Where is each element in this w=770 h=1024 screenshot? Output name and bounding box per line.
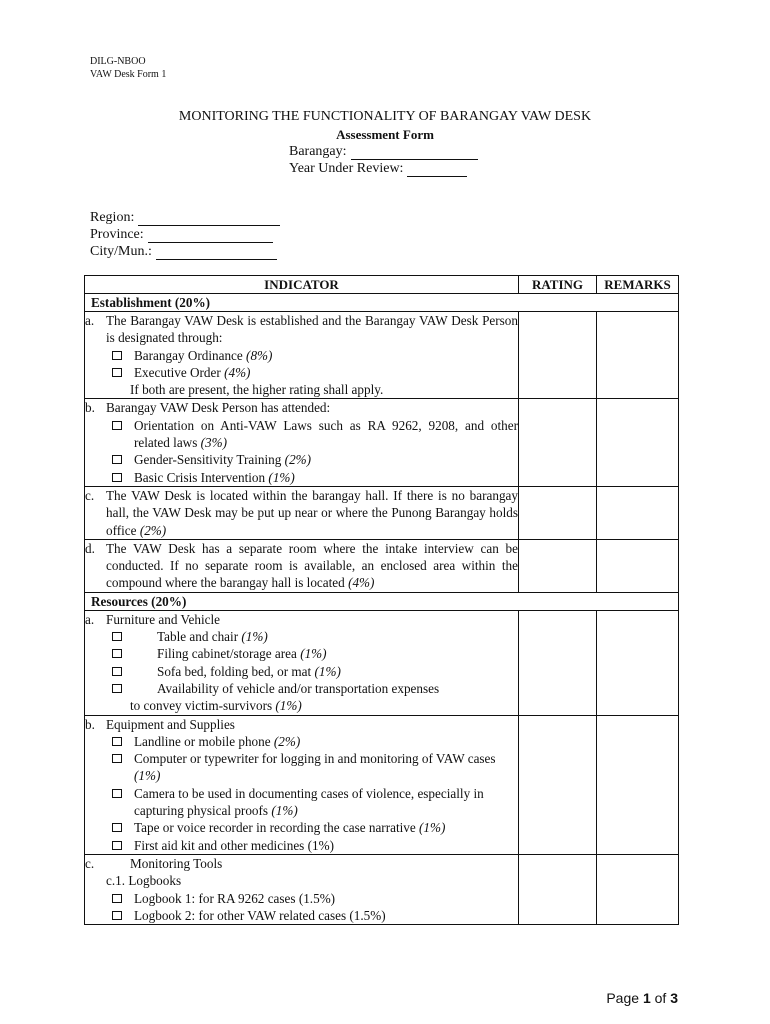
option-weight: (2%) xyxy=(273,733,301,749)
checkbox-icon[interactable] xyxy=(112,823,122,832)
header-rating: RATING xyxy=(519,276,597,294)
rating-cell[interactable] xyxy=(519,539,597,592)
option-text: Orientation on Anti-VAW Laws such as RA 9262, 9208, and other related laws xyxy=(134,417,518,451)
checkbox-icon[interactable] xyxy=(112,649,122,658)
page-of: of xyxy=(654,990,667,1006)
checkbox-icon[interactable] xyxy=(112,632,122,641)
remarks-cell[interactable] xyxy=(597,399,679,486)
item-label: c. xyxy=(85,487,95,503)
option-text: Camera to be used in documenting cases of violence, especially in capturing physical proofs xyxy=(134,785,484,819)
rating-cell[interactable] xyxy=(519,854,597,924)
table-header-row xyxy=(85,276,679,294)
header-remarks: REMARKS xyxy=(597,276,679,294)
indicator-est-c xyxy=(85,486,519,539)
option-weight: (4%) xyxy=(224,364,251,380)
item-text: The Barangay VAW Desk is established and the Barangay VAW Desk Person is designated through: xyxy=(106,313,518,346)
barangay-field[interactable] xyxy=(289,144,478,160)
option-text: Filing cabinet/storage area xyxy=(157,646,297,662)
option-text: Logbook 1: for RA 9262 cases (1.5%) xyxy=(134,890,336,906)
rating-cell[interactable] xyxy=(519,486,597,539)
option-weight: (1%) xyxy=(275,698,302,714)
indicator-est-b xyxy=(85,399,519,486)
assessment-table xyxy=(84,275,679,925)
option-text: Table and chair xyxy=(157,629,239,645)
option-weight: (1%) xyxy=(268,469,295,485)
city-blank[interactable] xyxy=(156,258,277,260)
option-weight: (8%) xyxy=(246,347,273,363)
item-weight: (2%) xyxy=(139,522,167,538)
option-weight: (1%) xyxy=(134,768,161,784)
region-field[interactable] xyxy=(90,210,280,226)
table-row xyxy=(85,312,679,399)
table-row xyxy=(85,486,679,539)
remarks-cell[interactable] xyxy=(597,312,679,399)
page-number xyxy=(606,990,678,1006)
barangay-blank[interactable] xyxy=(351,158,478,160)
option-weight: (1%) xyxy=(271,803,298,819)
option-weight: (1%) xyxy=(241,629,268,645)
remarks-cell[interactable] xyxy=(597,539,679,592)
checkbox-icon[interactable] xyxy=(112,789,122,798)
item-text: Barangay VAW Desk Person has attended: xyxy=(106,400,331,416)
city-field[interactable] xyxy=(90,244,277,260)
item-label: d. xyxy=(85,540,95,556)
table-row xyxy=(85,399,679,486)
checkbox-icon[interactable] xyxy=(112,421,122,430)
page-current: 1 xyxy=(642,990,651,1006)
document-title: MONITORING THE FUNCTIONALITY OF BARANGAY VAW DESK xyxy=(178,109,592,124)
option-text: Basic Crisis Intervention xyxy=(134,469,266,485)
item-weight: (4%) xyxy=(348,575,375,591)
year-blank[interactable] xyxy=(407,175,467,177)
checkbox-icon[interactable] xyxy=(112,894,122,903)
option-text: Landline or mobile phone xyxy=(134,733,271,749)
province-field[interactable] xyxy=(90,227,273,243)
option-text: Computer or typewriter for logging in and monitoring of VAW cases xyxy=(134,751,496,767)
city-label: City/Mun.: xyxy=(90,244,152,259)
checkbox-icon[interactable] xyxy=(112,473,122,482)
checkbox-icon[interactable] xyxy=(112,684,122,693)
checkbox-icon[interactable] xyxy=(112,737,122,746)
checkbox-icon[interactable] xyxy=(112,754,122,763)
form-name: VAW Desk Form 1 xyxy=(90,69,167,80)
option-weight: (2%) xyxy=(284,452,312,468)
option-text: Executive Order xyxy=(134,364,221,380)
document-subtitle: Assessment Form xyxy=(336,127,434,142)
checkbox-icon[interactable] xyxy=(112,911,122,920)
checkbox-icon[interactable] xyxy=(112,368,122,377)
checkbox-icon[interactable] xyxy=(112,351,122,360)
rating-cell[interactable] xyxy=(519,610,597,715)
option-text-cont: to convey victim-survivors xyxy=(130,698,273,714)
item-text: Furniture and Vehicle xyxy=(106,611,221,627)
option-weight: (3%) xyxy=(200,435,228,451)
option-text: Logbook 2: for other VAW related cases (1.5%) xyxy=(134,907,386,923)
option-weight: (1%) xyxy=(300,646,327,662)
remarks-cell[interactable] xyxy=(597,486,679,539)
option-weight: (1%) xyxy=(314,663,341,679)
item-text: The VAW Desk has a separate room where the intake interview can be conducted. If no separate room is available, an enclosed area within the compound where the barangay hall is located xyxy=(106,540,518,591)
option-text: Availability of vehicle and/or transportation expenses xyxy=(157,680,440,696)
item-label: b. xyxy=(85,400,95,416)
page-label: Page xyxy=(606,990,640,1006)
table-row xyxy=(85,610,679,715)
page-total: 3 xyxy=(670,990,678,1006)
barangay-label: Barangay: xyxy=(289,144,347,159)
year-field[interactable] xyxy=(289,161,467,177)
header-indicator: INDICATOR xyxy=(85,276,519,294)
section-resources: Resources (20%) xyxy=(85,592,679,610)
checkbox-icon[interactable] xyxy=(112,841,122,850)
checkbox-icon[interactable] xyxy=(112,455,122,464)
item-label: b. xyxy=(85,716,95,732)
option-text: Gender-Sensitivity Training xyxy=(134,452,282,468)
remarks-cell[interactable] xyxy=(597,610,679,715)
region-blank[interactable] xyxy=(138,224,280,226)
indicator-res-b xyxy=(85,715,519,854)
table-row xyxy=(85,539,679,592)
option-text: First aid kit and other medicines (1%) xyxy=(134,837,334,853)
table-row xyxy=(85,715,679,854)
item-label: a. xyxy=(85,611,95,627)
checkbox-icon[interactable] xyxy=(112,667,122,676)
section-row xyxy=(85,294,679,312)
indicator-est-d xyxy=(85,539,519,592)
option-text: Barangay Ordinance xyxy=(134,347,243,363)
option-weight: (1%) xyxy=(419,820,446,836)
agency-code: DILG-NBOO xyxy=(90,56,146,67)
form-code xyxy=(90,55,166,81)
indicator-est-a xyxy=(85,312,519,399)
rating-cell[interactable] xyxy=(519,715,597,854)
table-row xyxy=(85,854,679,924)
option-text: Sofa bed, folding bed, or mat xyxy=(157,663,312,679)
year-label: Year Under Review: xyxy=(289,161,404,176)
option-text: Tape or voice recorder in recording the case narrative xyxy=(134,820,416,836)
item-text: Equipment and Supplies xyxy=(106,716,235,732)
item-text: The VAW Desk is located within the barangay hall. If there is no barangay hall, the VAW Desk may be put up near or where the Punong Barangay holds office xyxy=(106,487,518,538)
section-establishment: Establishment (20%) xyxy=(85,294,679,312)
province-label: Province: xyxy=(90,227,144,242)
item-label: c. xyxy=(85,855,95,871)
rating-cell[interactable] xyxy=(519,399,597,486)
remarks-cell[interactable] xyxy=(597,854,679,924)
item-note: If both are present, the higher rating shall apply. xyxy=(130,382,384,398)
province-blank[interactable] xyxy=(148,241,273,243)
region-label: Region: xyxy=(90,210,135,225)
indicator-res-c xyxy=(85,854,519,924)
sub-heading: c.1. Logbooks xyxy=(106,873,182,889)
indicator-res-a xyxy=(85,610,519,715)
section-row xyxy=(85,592,679,610)
item-text: Monitoring Tools xyxy=(130,855,223,871)
item-label: a. xyxy=(85,313,95,328)
rating-cell[interactable] xyxy=(519,312,597,399)
remarks-cell[interactable] xyxy=(597,715,679,854)
